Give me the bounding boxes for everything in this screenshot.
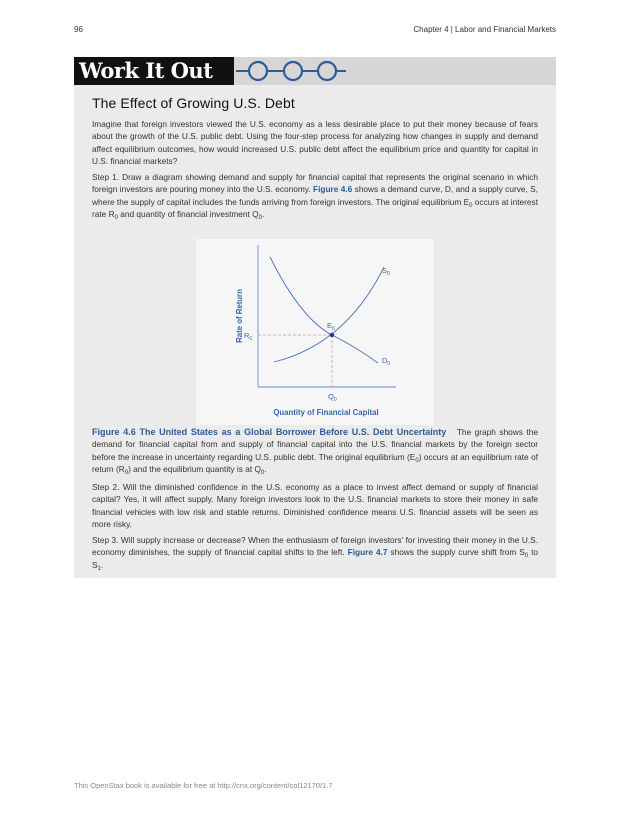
supply-label-s0: $S_0$ [382,266,390,277]
banner-circles-decoration [236,59,348,83]
step1-sub3: 0 [258,214,262,221]
demand-label-d0: $D_0$ [382,356,391,367]
step3-text-c: to S [92,547,538,570]
chapter-header: Chapter 4 | Labor and Financial Markets [413,25,556,34]
step1-text-d: and quantity of financial investment Q [117,208,259,219]
caption-text-c: ) and the equilibrium quantity is at Q [128,463,261,474]
figure-4-7-link[interactable]: Figure 4.7 [347,547,388,558]
step1-paragraph [92,171,538,220]
demand-curve-d0 [270,257,378,363]
page-number: 96 [74,25,83,34]
banner-title: Work It Out [74,57,234,85]
caption-sub2: 0 [124,469,129,476]
step1-sub2: 0 [114,214,118,221]
y-axis-label: Rate of Return [235,289,244,343]
feature-title: The Effect of Growing U.S. Debt [92,95,295,111]
step1-text-b: shows a demand curve, D, and a supply curve, S, where the supply of capital includes the funds arriving from foreign investors. The original equilibrium E [92,184,538,207]
step2-paragraph: Step 2. Will the diminished confidence in the U.S. economy as a place to invest affect demand or supply of financial capital? Yes, it will affect supply. Many foreign investors look to the U.S. financial markets to store their money in safe financial vehicles with low risk and stable returns. Diminished confidence means U.S. financial assets will be seen as more risky. [92,482,538,529]
step3-paragraph [92,534,538,571]
caption-sub1: 0 [415,457,419,464]
q0-tick-label: $Q_0$ [328,392,337,403]
figure-label: Figure 4.6 The United States as a Global Borrower Before U.S. Debt Uncertainty [92,427,447,437]
step1-text-a: Step 1. Draw a diagram showing demand and supply for financial capital that represents the original scenario in which foreign investors are pouring money into the U.S. economy. [92,172,538,195]
footer-note: This OpenStax book is available for free at http://cnx.org/content/col12170/1.7 [74,781,333,790]
feature-banner [74,57,556,85]
step3-sub1: 0 [524,553,529,560]
step3-sub2: 1 [97,565,101,572]
x-axis-label: Quantity of Financial Capital [273,408,379,417]
intro-paragraph: Imagine that foreign investors viewed the U.S. economy as a less desirable place to put their money because of fears about the growth of the U.S. public debt. Using the four-step process for analyzing how changes in supply and demand affect equilibrium outcomes, how would increased U.S. public debt affect the equilibrium price and quantity for capital in U.S. financial markets? [92,119,538,166]
work-it-out-box [74,57,556,578]
figure-4-6-link[interactable]: Figure 4.6 [313,184,353,195]
caption-text-b: ) occurs at an equilibrium rate of return (R [92,451,538,474]
caption-sub3: 0 [260,469,265,476]
supply-curve-s0 [274,267,384,362]
equilibrium-point-e0 [330,333,334,337]
caption-text-d: . [264,463,267,474]
figure-4-6-chart [196,239,434,425]
step3-text-b: shows the supply curve shift from S [387,547,525,558]
r0-tick-label: $R_0$ [244,331,253,342]
step1-text-e: . [261,208,265,219]
figure-caption [92,426,538,475]
step1-sub1: 0 [469,202,473,209]
chart-svg [196,239,434,425]
step3-text-d: . [100,559,104,570]
step3-text-a: Step 3. Will supply increase or decrease? When the enthusiasm of foreign investors' for investing their money in the U.S. economy diminishes, the supply of financial capital shifts to the left. [92,535,538,558]
equilibrium-label-e0: $E_0$ [327,321,335,332]
step1-text-c: occurs at interest rate R [92,196,538,219]
caption-text-a: The graph shows the demand for financial capital from and supply of financial capital into the U.S. financial markets by the foreign sector before the increase in uncertainty regarding U.S. public debt. The original equilibrium (E [92,427,538,462]
